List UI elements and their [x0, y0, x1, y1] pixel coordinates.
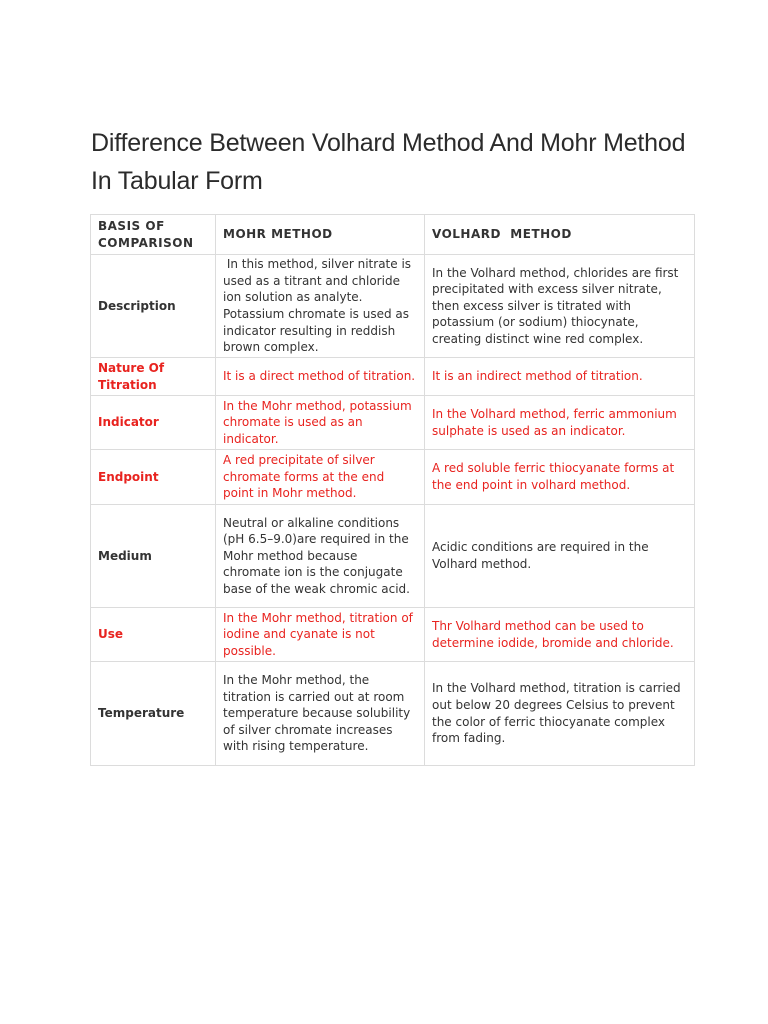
- row-basis-endpoint: Endpoint: [91, 450, 216, 505]
- table-row: [91, 608, 695, 662]
- row-basis-indicator: Indicator: [91, 396, 216, 450]
- cell-volhard-use: Thr Volhard method can be used to determine iodide, bromide and chloride.: [425, 608, 695, 662]
- comparison-table: [90, 214, 695, 766]
- row-basis-temperature: Temperature: [91, 662, 216, 766]
- table-row: [91, 255, 695, 358]
- cell-volhard-indicator: In the Volhard method, ferric ammonium sulphate is used as an indicator.: [425, 396, 695, 450]
- table-row: [91, 505, 695, 608]
- row-basis-description: Description: [91, 255, 216, 358]
- header-volhard: VOLHARD METHOD: [425, 215, 695, 255]
- cell-mohr-nature: It is a direct method of titration.: [216, 358, 425, 396]
- cell-volhard-nature: It is an indirect method of titration.: [425, 358, 695, 396]
- table-header-row: [91, 215, 695, 255]
- row-basis-nature: Nature Of Titration: [91, 358, 216, 396]
- table-row: [91, 662, 695, 766]
- table-row: [91, 450, 695, 505]
- cell-mohr-endpoint: A red precipitate of silver chromate forms at the end point in Mohr method.: [216, 450, 425, 505]
- cell-volhard-endpoint: A red soluble ferric thiocyanate forms at the end point in volhard method.: [425, 450, 695, 505]
- row-basis-medium: Medium: [91, 505, 216, 608]
- table-row: [91, 396, 695, 450]
- cell-volhard-description: In the Volhard method, chlorides are first precipitated with excess silver nitrate, then excess silver is titrated with potassium (or sodium) thiocynate, creating distinct wine red complex.: [425, 255, 695, 358]
- page-title: Difference Between Volhard Method And Mohr Method In Tabular Form: [91, 129, 686, 195]
- cell-mohr-medium: Neutral or alkaline conditions (pH 6.5–9.0)are required in the Mohr method because chromate ion is the conjugate base of the weak chromic acid.: [216, 505, 425, 608]
- row-basis-use: Use: [91, 608, 216, 662]
- cell-mohr-indicator: In the Mohr method, potassium chromate is used as an indicator.: [216, 396, 425, 450]
- cell-mohr-use: In the Mohr method, titration of iodine and cyanate is not possible.: [216, 608, 425, 662]
- table-row: [91, 358, 695, 396]
- cell-mohr-description: In this method, silver nitrate is used as a titrant and chloride ion solution as analyte. Potassium chromate is used as indicator resulting in reddish brown complex.: [216, 255, 425, 358]
- header-basis: BASIS OF COMPARISON: [91, 215, 216, 255]
- cell-volhard-medium: Acidic conditions are required in the Volhard method.: [425, 505, 695, 608]
- cell-volhard-temperature: In the Volhard method, titration is carried out below 20 degrees Celsius to prevent the color of ferric thiocyanate complex from fading.: [425, 662, 695, 766]
- header-mohr: MOHR METHOD: [216, 215, 425, 255]
- cell-mohr-temperature: In the Mohr method, the titration is carried out at room temperature because solubility of silver chromate increases with rising temperature.: [216, 662, 425, 766]
